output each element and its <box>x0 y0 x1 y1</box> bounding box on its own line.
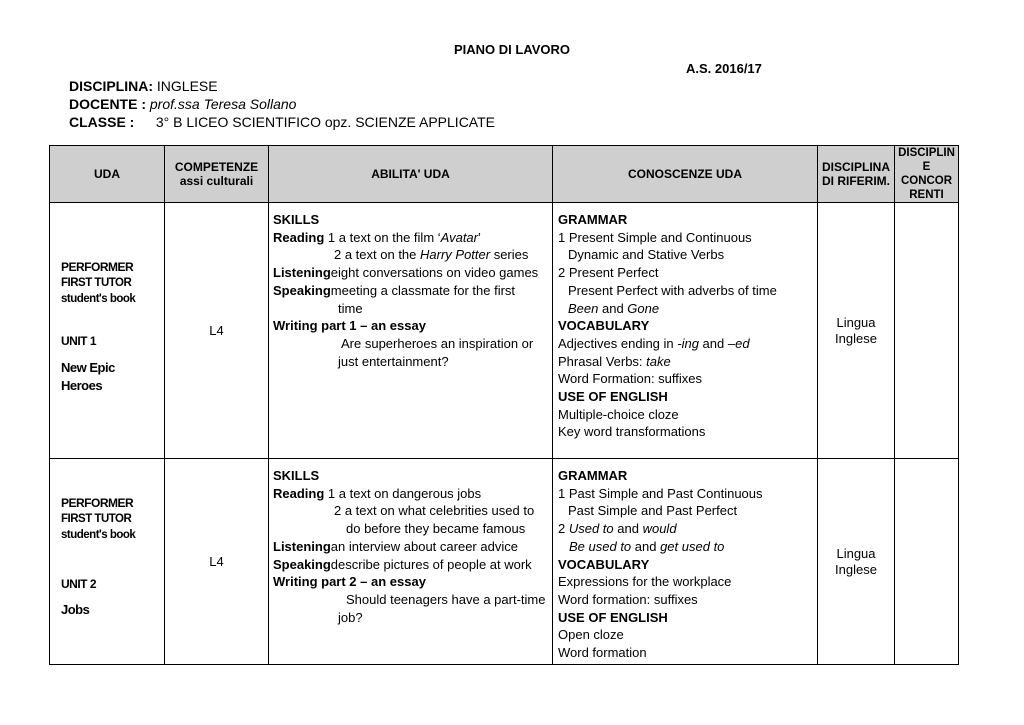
uda-performer: PERFORMER <box>61 259 134 274</box>
docente-label: DOCENTE : <box>69 96 146 112</box>
listening-label: Listening <box>273 538 331 554</box>
vocab-text: Adjectives ending in <box>558 335 678 351</box>
grammar-text: and <box>598 300 628 316</box>
grammar-item: 1 Past Simple and Past Continuous <box>558 485 763 501</box>
speaking-text: describe pictures of people at work <box>330 556 532 572</box>
reading-line-1 <box>273 485 552 503</box>
header-concorrenti-line1: DISCIPLIN <box>898 147 955 159</box>
header-disciplina-line2: DI RIFERIM. <box>822 174 890 188</box>
header-disciplina <box>818 146 895 203</box>
vocab-text: take <box>646 353 671 369</box>
docente-line <box>69 96 296 112</box>
vocabulary-item <box>558 335 817 353</box>
listening-text: eight conversations on video games <box>330 265 539 281</box>
uda-performer: PERFORMER <box>61 496 134 510</box>
speaking-label: Speaking <box>273 556 331 572</box>
header-competenze-line2: assi culturali <box>179 174 254 188</box>
grammar-item <box>558 300 817 318</box>
grammar-item: Past Simple and Past Perfect <box>568 503 738 519</box>
disciplina-line1: Lingua <box>836 545 876 561</box>
reading-text-1c: ’ <box>478 229 481 245</box>
reading-line-2: 2 a text on what celebrities used to <box>334 503 535 519</box>
vocabulary-item: Expressions for the workplace <box>558 574 732 590</box>
writing-text: Are superheroes an inspiration or <box>341 335 534 351</box>
uda-cell <box>50 459 165 665</box>
grammar-heading: GRAMMAR <box>558 468 628 483</box>
disciplina-line <box>69 78 218 94</box>
grammar-item: Present Perfect with adverbs of time <box>568 282 777 298</box>
speaking-text: meeting a classmate for the first <box>330 282 516 298</box>
use-of-english-item: Open cloze <box>558 627 624 643</box>
uda-book: student's book <box>61 529 136 541</box>
classe-value: 3° B LICEO SCIENTIFICO opz. SCIENZE APPLICATE <box>155 114 495 130</box>
grammar-item: Dynamic and Stative Verbs <box>568 247 725 263</box>
reading-label: Reading <box>273 485 325 501</box>
classe-line <box>69 114 495 130</box>
vocabulary-heading: VOCABULARY <box>558 556 650 572</box>
concorrenti-cell <box>895 203 959 459</box>
grammar-text: Been <box>568 300 599 316</box>
uda-first-tutor: FIRST TUTOR <box>61 276 132 289</box>
uda-book: student's book <box>61 292 136 305</box>
concorrenti-cell <box>895 459 959 665</box>
grammar-text: Be used to <box>569 538 632 554</box>
reading-line-2 <box>273 246 552 264</box>
grammar-heading: GRAMMAR <box>558 212 628 227</box>
grammar-text: would <box>642 521 677 537</box>
header-competenze-line1: COMPETENZE <box>174 160 259 174</box>
vocabulary-item: Word formation: suffixes <box>558 591 698 607</box>
header-concorrenti-line4: RENTI <box>909 189 944 201</box>
grammar-text: Gone <box>627 300 660 316</box>
vocab-text: –ed <box>727 335 750 351</box>
reading-text-2b: Harry Potter <box>420 247 491 263</box>
speaking-line <box>273 282 552 300</box>
uda-unit: UNIT 2 <box>61 577 97 591</box>
disciplina-line1: Lingua <box>836 314 876 330</box>
reading-line-3: do before they became famous <box>346 521 526 537</box>
use-of-english-item: Word formation <box>558 645 647 661</box>
page-title: PIANO DI LAVORO <box>453 42 571 57</box>
disciplina-label: DISCIPLINA: <box>69 78 153 94</box>
listening-text: an interview about career advice <box>330 538 518 554</box>
header-disciplina-line1: DISCIPLINA <box>821 160 890 174</box>
listening-label: Listening <box>273 265 331 281</box>
grammar-text: and <box>631 538 661 554</box>
grammar-text: and <box>613 521 643 537</box>
disciplina-line2: Inglese <box>835 330 877 346</box>
grammar-text: get used to <box>660 538 725 554</box>
reading-label: Reading <box>273 229 325 245</box>
competenze-cell: L4 <box>165 459 269 665</box>
reading-line-1 <box>273 229 552 247</box>
disciplina-cell <box>818 203 895 459</box>
school-year: A.S. 2016/17 <box>686 61 762 76</box>
grammar-item <box>558 538 817 556</box>
table-row <box>50 459 959 665</box>
vocabulary-item <box>558 353 817 371</box>
header-concorrenti <box>895 146 959 203</box>
uda-title-line2: Heroes <box>61 377 103 393</box>
uda-title-line1: New Epic <box>61 359 115 375</box>
uda-first-tutor: FIRST TUTOR <box>61 513 132 525</box>
header-row <box>50 146 959 203</box>
vocab-text: Phrasal Verbs: <box>558 353 647 369</box>
grammar-item: 1 Present Simple and Continuous <box>558 229 752 245</box>
uda-cell <box>50 203 165 459</box>
header-concorrenti-line3: CONCOR <box>900 175 953 187</box>
header-uda: UDA <box>50 146 165 203</box>
writing-label: Writing part 1 – an essay <box>273 318 426 334</box>
classe-label: CLASSE : <box>69 114 135 130</box>
conoscenze-cell <box>553 203 818 459</box>
reading-text-1: 1 a text on dangerous jobs <box>327 485 482 501</box>
speaking-label: Speaking <box>273 282 331 298</box>
disciplina-value: INGLESE <box>156 78 218 94</box>
grammar-text: 2 <box>558 521 569 537</box>
docente-value: prof.ssa Teresa Sollano <box>149 96 297 112</box>
writing-text-2: job? <box>338 609 363 625</box>
writing-text: Should teenagers have a part-time <box>346 591 546 607</box>
speaking-line <box>273 556 552 574</box>
use-of-english-item: Multiple-choice cloze <box>558 406 679 422</box>
skills-heading: SKILLS <box>273 212 320 227</box>
speaking-text-2: time <box>338 300 363 316</box>
reading-text-2a: 2 a text on the <box>334 247 421 263</box>
competenze-cell: L4 <box>165 203 269 459</box>
listening-line <box>273 264 552 282</box>
table-row <box>50 203 959 459</box>
vocabulary-heading: VOCABULARY <box>558 318 650 334</box>
uda-unit: UNIT 1 <box>61 333 97 348</box>
header-competenze <box>165 146 269 203</box>
use-of-english-item: Key word transformations <box>558 424 706 440</box>
conoscenze-cell <box>553 459 818 665</box>
header-concorrenti-line2: E <box>922 161 931 173</box>
use-of-english-heading: USE OF ENGLISH <box>558 389 668 405</box>
disciplina-line2: Inglese <box>835 561 877 577</box>
vocabulary-item: Word Formation: suffixes <box>558 371 703 387</box>
grammar-item <box>558 520 817 538</box>
work-plan-table <box>49 145 959 665</box>
header-conoscenze: CONOSCENZE UDA <box>553 146 818 203</box>
vocab-text: and <box>698 335 728 351</box>
reading-text-1a: 1 a text on the film ‘ <box>327 229 441 245</box>
writing-text-2: just entertainment? <box>338 353 449 369</box>
grammar-text: Used to <box>568 521 614 537</box>
header-abilita: ABILITA' UDA <box>269 146 553 203</box>
vocab-text: -ing <box>677 335 699 351</box>
reading-text-1b: Avatar <box>440 229 478 245</box>
use-of-english-heading: USE OF ENGLISH <box>558 609 668 625</box>
skills-heading: SKILLS <box>273 468 320 483</box>
listening-line <box>273 538 552 556</box>
abilita-cell <box>269 459 553 665</box>
grammar-item: 2 Present Perfect <box>558 265 659 281</box>
disciplina-cell <box>818 459 895 665</box>
abilita-cell <box>269 203 553 459</box>
writing-label: Writing part 2 – an essay <box>273 574 426 590</box>
reading-text-2c: series <box>490 247 529 263</box>
uda-title-line1: Jobs <box>61 602 90 617</box>
